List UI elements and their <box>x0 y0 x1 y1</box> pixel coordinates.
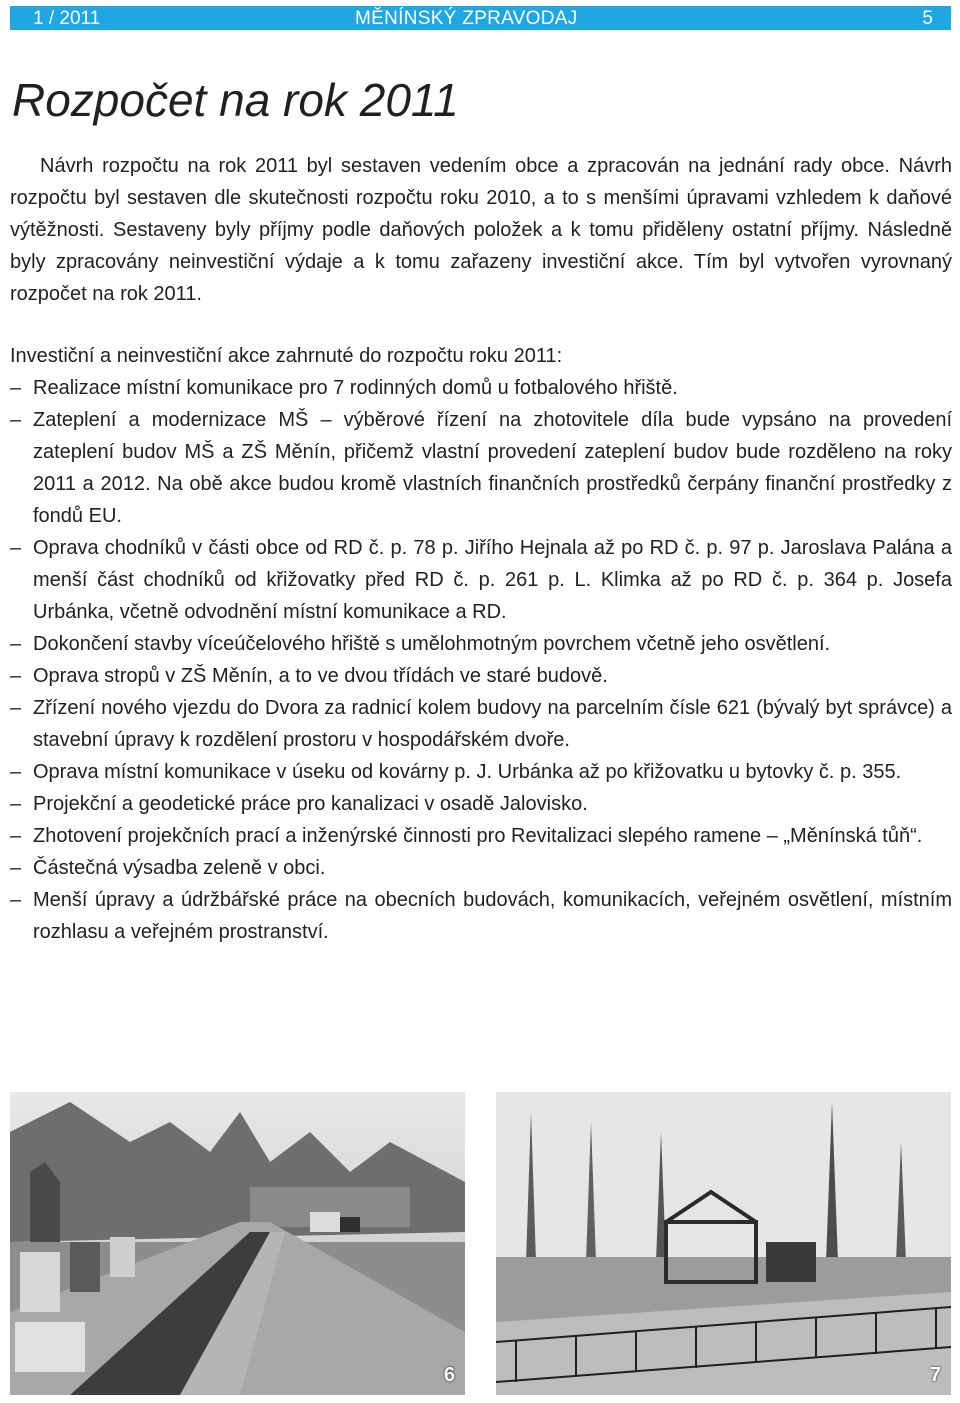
dash-bullet: – <box>10 537 22 559</box>
photo-construction-image <box>10 1092 465 1395</box>
publication-title: MĚNÍNSKÝ ZPRAVODAJ <box>355 8 578 29</box>
article-title: Rozpočet na rok 2011 <box>12 74 459 126</box>
budget-actions-list <box>10 372 952 948</box>
list-item <box>10 820 952 852</box>
list-item <box>10 788 952 820</box>
dash-bullet: – <box>10 825 22 847</box>
photo-construction-trench <box>10 1092 465 1395</box>
list-item <box>10 884 952 948</box>
list-item <box>10 692 952 756</box>
list-item-text: Realizace místní komunikace pro 7 rodinných domů u fotbalového hřiště. <box>33 377 678 399</box>
dash-bullet: – <box>10 697 22 719</box>
list-item <box>10 756 952 788</box>
list-item-text: Menší úpravy a údržbářské práce na obecních budovách, komunikacích, veřejném osvětlení, místním rozhlasu a veřejném prostranství. <box>33 889 952 943</box>
photo-number: 6 <box>443 1364 455 1386</box>
dash-bullet: – <box>10 409 22 431</box>
list-item-text: Zřízení nového vjezdu do Dvora za radnicí kolem budovy na parcelním čísle 621 (bývalý byt správce) a stavební úpravy k rozdělení prostoru v hospodářském dvoře. <box>33 697 952 751</box>
list-item <box>10 532 952 628</box>
dash-bullet: – <box>10 889 22 911</box>
intro-paragraph: Návrh rozpočtu na rok 2011 byl sestaven vedením obce a zpracován na jednání rady obce. Návrh rozpočtu byl sestaven dle skutečnosti rozpočtu roku 2010, a to s menšími úpravami vzhledem k daňové výtěžnosti. Sestaveny byly příjmy podle daňových položek a k tomu přiděleny ostatní příjmy. Následně byly zpracovány neinvestiční výdaje a k tomu zařazeny investiční akce. Tím byl vytvořen vyrovnaný rozpočet na rok 2011. <box>10 155 952 305</box>
list-item-text: Oprava místní komunikace v úseku od kovárny p. J. Urbánka až po křižovatku u bytovky č. p. 355. <box>33 761 902 783</box>
dash-bullet: – <box>10 761 22 783</box>
list-item-text: Částečná výsadba zeleně v obci. <box>33 857 326 879</box>
photo-playground <box>496 1092 951 1395</box>
list-item <box>10 660 952 692</box>
dash-bullet: – <box>10 793 22 815</box>
list-item-text: Oprava chodníků v části obce od RD č. p. 78 p. Jiřího Hejnala až po RD č. p. 97 p. Jaroslava Palána a menší část chodníků od křižovatky před RD č. p. 261 p. L. Klimka až po RD č. p. 364 p. Josefa Urbánka, včetně odvodnění místní komunikace a RD. <box>33 537 952 623</box>
photo-playground-image <box>496 1092 951 1395</box>
list-item <box>10 852 952 884</box>
dash-bullet: – <box>10 633 22 655</box>
issue-number: 1 / 2011 <box>33 8 101 29</box>
page-header <box>10 6 951 30</box>
dash-bullet: – <box>10 665 22 687</box>
list-item-text: Dokončení stavby víceúčelového hřiště s umělohmotným povrchem včetně jeho osvětlení. <box>33 633 831 655</box>
list-item <box>10 628 952 660</box>
dash-bullet: – <box>10 377 22 399</box>
page-number: 5 <box>922 8 933 29</box>
list-item-text: Zateplení a modernizace MŠ – výběrové řízení na zhotovitele díla bude vypsáno na provedení zateplení budov MŠ a ZŠ Měnín, přičemž vlastní provedení zateplení budov bude rozděleno na roky 2011 a 2012. Na obě akce budou kromě vlastních finančních prostředků čerpány finanční prostředky z fondů EU. <box>33 409 952 527</box>
list-item <box>10 372 952 404</box>
list-item-text: Oprava stropů v ZŠ Měnín, a to ve dvou třídách ve staré budově. <box>33 665 608 687</box>
list-intro: Investiční a neinvestiční akce zahrnuté do rozpočtu roku 2011: <box>10 345 563 367</box>
dash-bullet: – <box>10 857 22 879</box>
list-item <box>10 404 952 532</box>
list-item-text: Projekční a geodetické práce pro kanalizaci v osadě Jalovisko. <box>33 793 588 815</box>
photo-number: 7 <box>929 1364 941 1386</box>
list-item-text: Zhotovení projekčních prací a inženýrské činnosti pro Revitalizaci slepého ramene – „Měnínská tůň“. <box>33 825 923 847</box>
